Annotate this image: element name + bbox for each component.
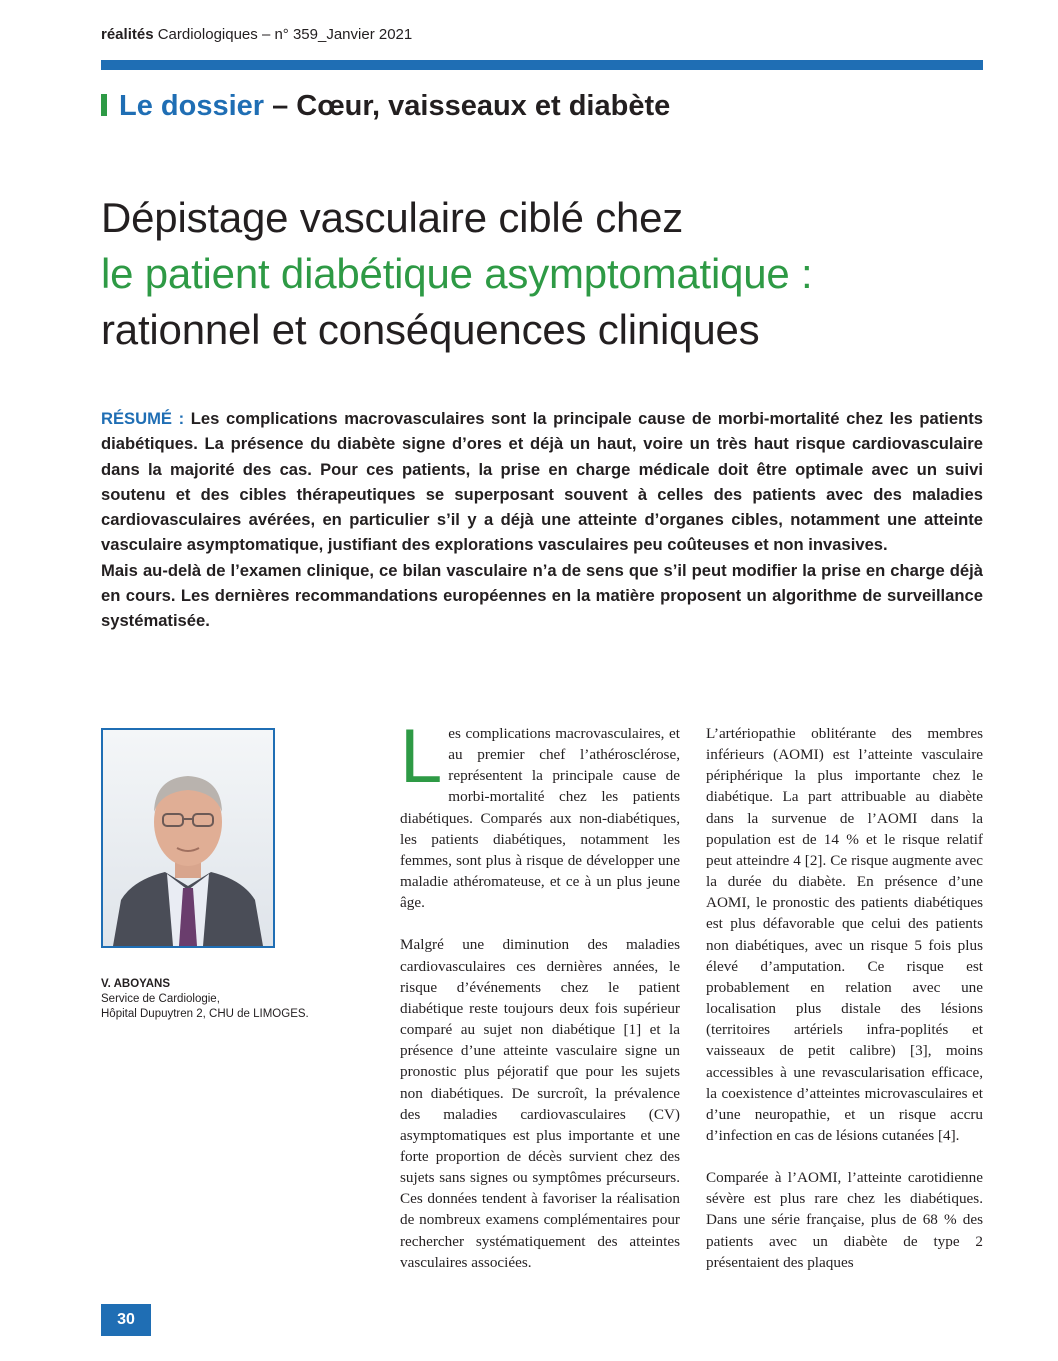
author-block	[101, 977, 309, 1022]
title-line-1: Dépistage vasculaire ciblé chez	[101, 194, 684, 241]
body-column-1	[400, 714, 680, 1294]
section-heading	[101, 90, 670, 123]
page-number: 30	[101, 1304, 151, 1336]
abstract	[101, 406, 983, 634]
header-rule	[101, 60, 983, 70]
abstract-paragraph-1	[101, 406, 983, 558]
body-paragraph: L’artériopathie oblitérante des membres inférieurs (AOMI) est l’atteinte vasculaire périphérique la plus importante chez le diabétique. La part attribuable au diabète dans la survenue de l’AOMI dans la population est de 14 % et le risque relatif peut atteindre 4 [2]. Ce risque augmente avec la durée du diabète. En présence d’une AOMI, le pronostic des patients diabétiques est plus défavorable que celui des patients non diabétiques, avec un risque 5 fois plus élevé d’amputation. Ce risque est probablement en relation avec une localisation plus distale des lésions (territoires artériels infra-poplités et vaisseaux de petit calibre) [3], moins accessibles à une revascularisation efficace, la coexistence d’atteintes microvasculaires et d’une neuropathie, et un risque accru d’infection en cas de lésions cutanées [4].	[706, 725, 983, 1144]
journal-brand: réalités	[101, 26, 154, 43]
body-paragraph: Malgré une diminution des maladies cardiovasculaires ces dernières années, le risque d’événements chez le patient diabétique reste toujours deux fois supérieur comparé au sujet non diabétique [1] et la présence d’une atteinte vasculaire signe un pronostic plus péjoratif que pour les sujets non diabétiques. De surcroît, la prévalence des maladies cardiovasculaires (CV) asymptomatiques est plus importante et une forte proportion de décès survient chez des sujets sans signes ou symptômes précurseurs. Ces données tendent à favoriser la réalisation de nombreux examens complémentaires pour rechercher systématiquement des atteintes vasculaires associées.	[400, 936, 680, 1271]
author-portrait-illustration	[103, 730, 273, 946]
body-paragraph: Comparée à l’AOMI, l’atteinte carotidienne sévère est plus rare chez les diabétiques. Dans une série française, plus de 68 % des patients avec un diabète de type 2 présentaient des plaques	[706, 1169, 983, 1271]
running-header	[101, 26, 412, 43]
section-subject: – Cœur, vaisseaux et diabète	[264, 90, 671, 122]
abstract-label: RÉSUMÉ :	[101, 409, 185, 428]
author-affiliation-1: Service de Cardiologie,	[101, 993, 220, 1005]
abstract-text-1: Les complications macrovasculaires sont la principale cause de morbi-mortalité chez les patients diabétiques. La présence du diabète signe d’ores et déjà un haut, voire un très haut risque cardiovasculaire dans la majorité des cas. Pour ces patients, la prise en charge médicale doit être optimale avec un suivi soutenu et des cibles thérapeutiques se superposant souvent à celles des patients avec des maladies cardiovasculaires avérées, en particulier s’il y a déjà une atteinte d’organes cibles, notamment une atteinte vasculaire asymptomatique, justifiant des explorations vasculaires peu coûteuses et non invasives.	[101, 409, 983, 555]
author-photo	[101, 728, 275, 948]
article-title	[101, 190, 813, 358]
abstract-paragraph-2: Mais au-delà de l’examen clinique, ce bilan vasculaire n’a de sens que s’il peut modifier la prise en charge déjà en cours. Les dernières recommandations européennes en la matière proposent un algorithme de surveillance systématisée.	[101, 560, 983, 631]
journal-issue: Cardiologiques – n° 359_Janvier 2021	[153, 26, 413, 43]
title-line-2: le patient diabétique asymptomatique :	[101, 250, 813, 297]
body-column-2	[706, 723, 983, 1294]
section-marker	[101, 94, 107, 116]
title-line-3: rationnel et conséquences cliniques	[101, 306, 760, 353]
body-text: es complications macrovasculaires, et au premier chef l’athérosclérose, représentent la principale cause de morbi-mortalité chez les patients diabétiques. Comparés aux non-diabétiques, les patients diabétiques, notamment les femmes, sont plus à risque de développer une maladie athéromateuse, et ce à un plus jeune âge.	[400, 725, 680, 912]
body-paragraph	[400, 714, 680, 913]
drop-cap: L	[400, 714, 443, 799]
author-affiliation-2: Hôpital Dupuytren 2, CHU de LIMOGES.	[101, 1008, 309, 1020]
section-label: Le dossier	[119, 90, 265, 122]
author-name: V. ABOYANS	[101, 978, 171, 990]
